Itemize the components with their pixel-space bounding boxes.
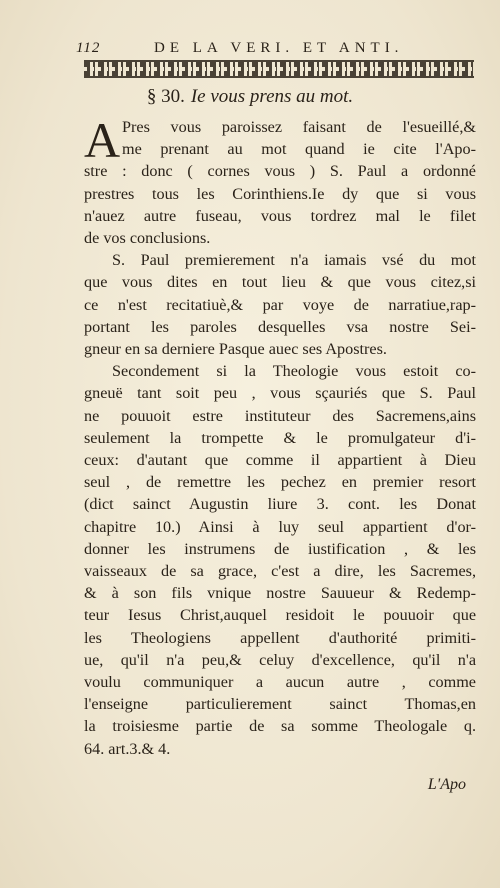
text-line: l'enseigne particulierement sainct Thomas,en [84,695,476,714]
page-number: 112 [76,40,101,56]
text-line: que vous dites en tout lieu & que vous citez,si [84,273,476,292]
text-line: & à son fils vnique nostre Sauueur & Redemp- [84,584,476,603]
text-line: les Theologiens appellent d'authorité primiti- [84,628,476,647]
running-title: DE LA VERI. ET ANTI. [154,40,404,56]
section-number: § 30. [146,86,185,107]
text-line: ue, qu'il n'a peu,& celuy d'excellence, qu'il n'a [84,650,476,669]
text-line: gneuë tant soit peu , vous sçauriés que S. Paul [84,384,476,403]
paragraph-1 [84,112,476,249]
text-line: 64. art.3.& 4. [84,739,171,758]
text-line: ceux: d'autant que comme il appartient à Dieu [84,451,476,470]
text-line: ne pouuoit estre instituteur des Sacremens,ains [84,406,476,425]
text-line: chapitre 10.) Ainsi à luy seul appartient d'or- [84,517,476,536]
drop-cap-initial: A [84,112,121,168]
body-text [84,112,476,760]
text-line: la troisiesme partie de sa somme Theologale q. [84,717,476,736]
text-line: seulement la trompette & le promulgateur d'i- [84,428,476,447]
text-line: n'auez autre fuseau, vous tordrez mal le filet [84,206,476,225]
text-line: portant les paroles desquelles vsa nostre Sei- [84,317,476,336]
text-line: de vos conclusions. [84,229,211,248]
running-head [76,40,432,60]
paragraph-2 [84,249,476,360]
paragraph-3 [84,360,476,760]
text-line: seul , de remettre les pechez en premier resort [84,473,476,492]
text-line: ce n'est recitatiuè,& par voye de narratiue,rap- [84,295,476,314]
text-line: me prenant au mot quand ie cite l'Apo- [122,140,476,159]
text-line: vaisseaux de sa grace, c'est a dire, les Sacremes, [84,562,476,581]
text-line: prestres tous les Corinthiens.Ie dy que si vous [84,184,476,203]
printers-ornament-band [84,60,474,78]
text-line: stre : donc ( cornes vous ) S. Paul a ordonné [84,162,476,181]
text-line: Secondement si la Theologie vous estoit co- [112,362,476,381]
text-line: voulu communiquer a aucun autre , comme [84,673,476,692]
section-heading [0,86,500,108]
section-title: Ie vous prens au mot. [190,86,354,107]
text-line: Pres vous paroissez faisant de l'esueillé,& [122,118,476,136]
text-line: donner les instrumens de iustification , & les [84,539,476,558]
text-line: teur Iesus Christ,auquel residoit le pouuoir que [84,606,476,625]
catchword: L'Apo [427,776,466,793]
text-line: gneur en sa derniere Pasque auec ses Apostres. [84,340,387,359]
text-line: S. Paul premierement n'a iamais vsé du mot [112,251,476,270]
text-line: (dict sainct Augustin liure 3. cont. les Donat [84,495,476,514]
